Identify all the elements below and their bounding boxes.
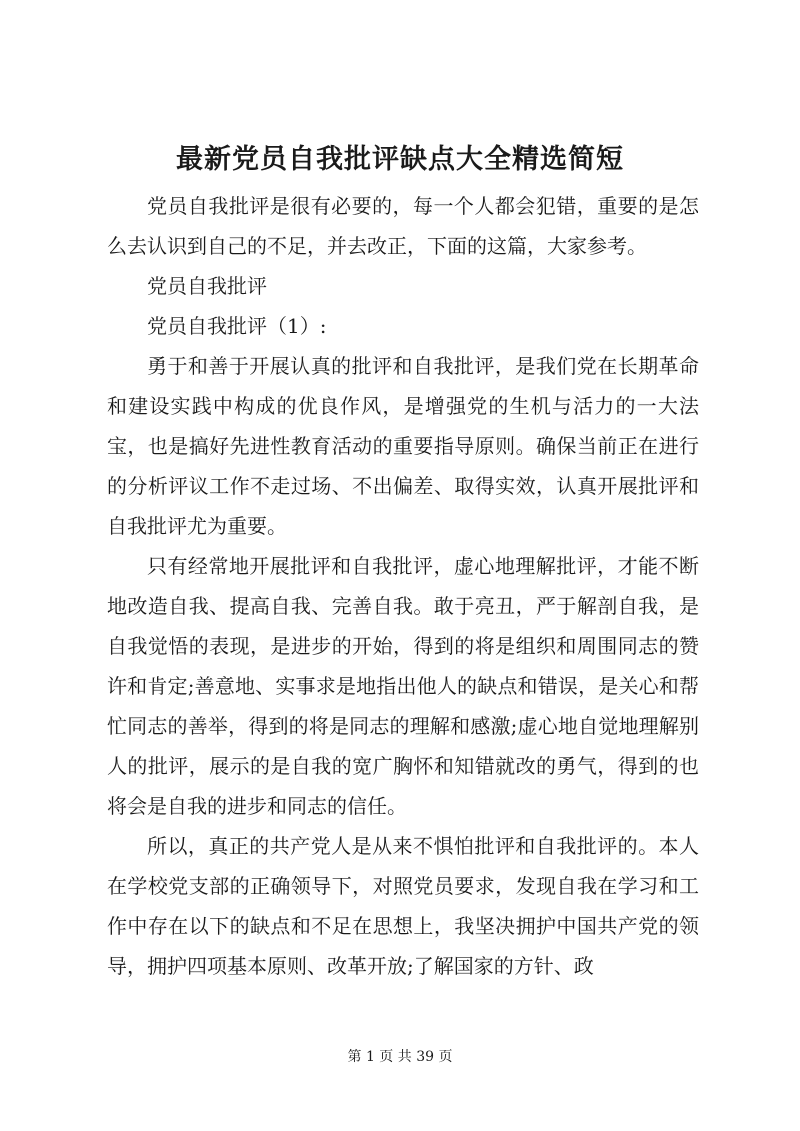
paragraph-body: 所以，真正的共产党人是从来不惧怕批评和自我批评的。本人在学校党支部的正确领导下，对照党员要求，发现自我在学习和工作中存在以下的缺点和不足在思想上，我坚决拥护中国共产党的领导，拥护四项基本原则、改革开放;了解国家的方针、政 — [107, 834, 699, 978]
paragraph-body: 勇于和善于开展认真的批评和自我批评，是我们党在长期革命和建设实践中构成的优良作风，是增强党的生机与活力的一大法宝，也是搞好先进性教育活动的重要指导原则。确保当前正在进行的分析评议工作不走过场、不出偏差、取得实效，认真开展批评和自我批评尤为重要。 — [107, 354, 699, 538]
paragraph-intro: 党员自我批评是很有必要的，每一个人都会犯错，重要的是怎么去认识到自己的不足，并去改正，下面的这篇，大家参考。 — [107, 194, 699, 258]
paragraph-subsection-heading: 党员自我批评（1）: — [147, 314, 327, 338]
paragraph-body: 只有经常地开展批评和自我批评，虚心地理解批评，才能不断地改造自我、提高自我、完善自我。敢于亮丑，严于解剖自我，是自我觉悟的表现，是进步的开始，得到的将是组织和周围同志的赞许和肯定;善意地、实事求是地指出他人的缺点和错误，是关心和帮忙同志的善举，得到的将是同志的理解和感激;虚心地自觉地理解别人的批评，展示的是自我的宽广胸怀和知错就改的勇气，得到的也将会是自我的进步和同志的信任。 — [107, 554, 699, 818]
document-title: 最新党员自我批评缺点大全精选简短 — [176, 144, 624, 175]
paragraph-section-heading: 党员自我批评 — [147, 274, 267, 298]
page-number-footer: 第 1 页 共 39 页 — [347, 1049, 453, 1065]
document-body — [107, 186, 699, 986]
